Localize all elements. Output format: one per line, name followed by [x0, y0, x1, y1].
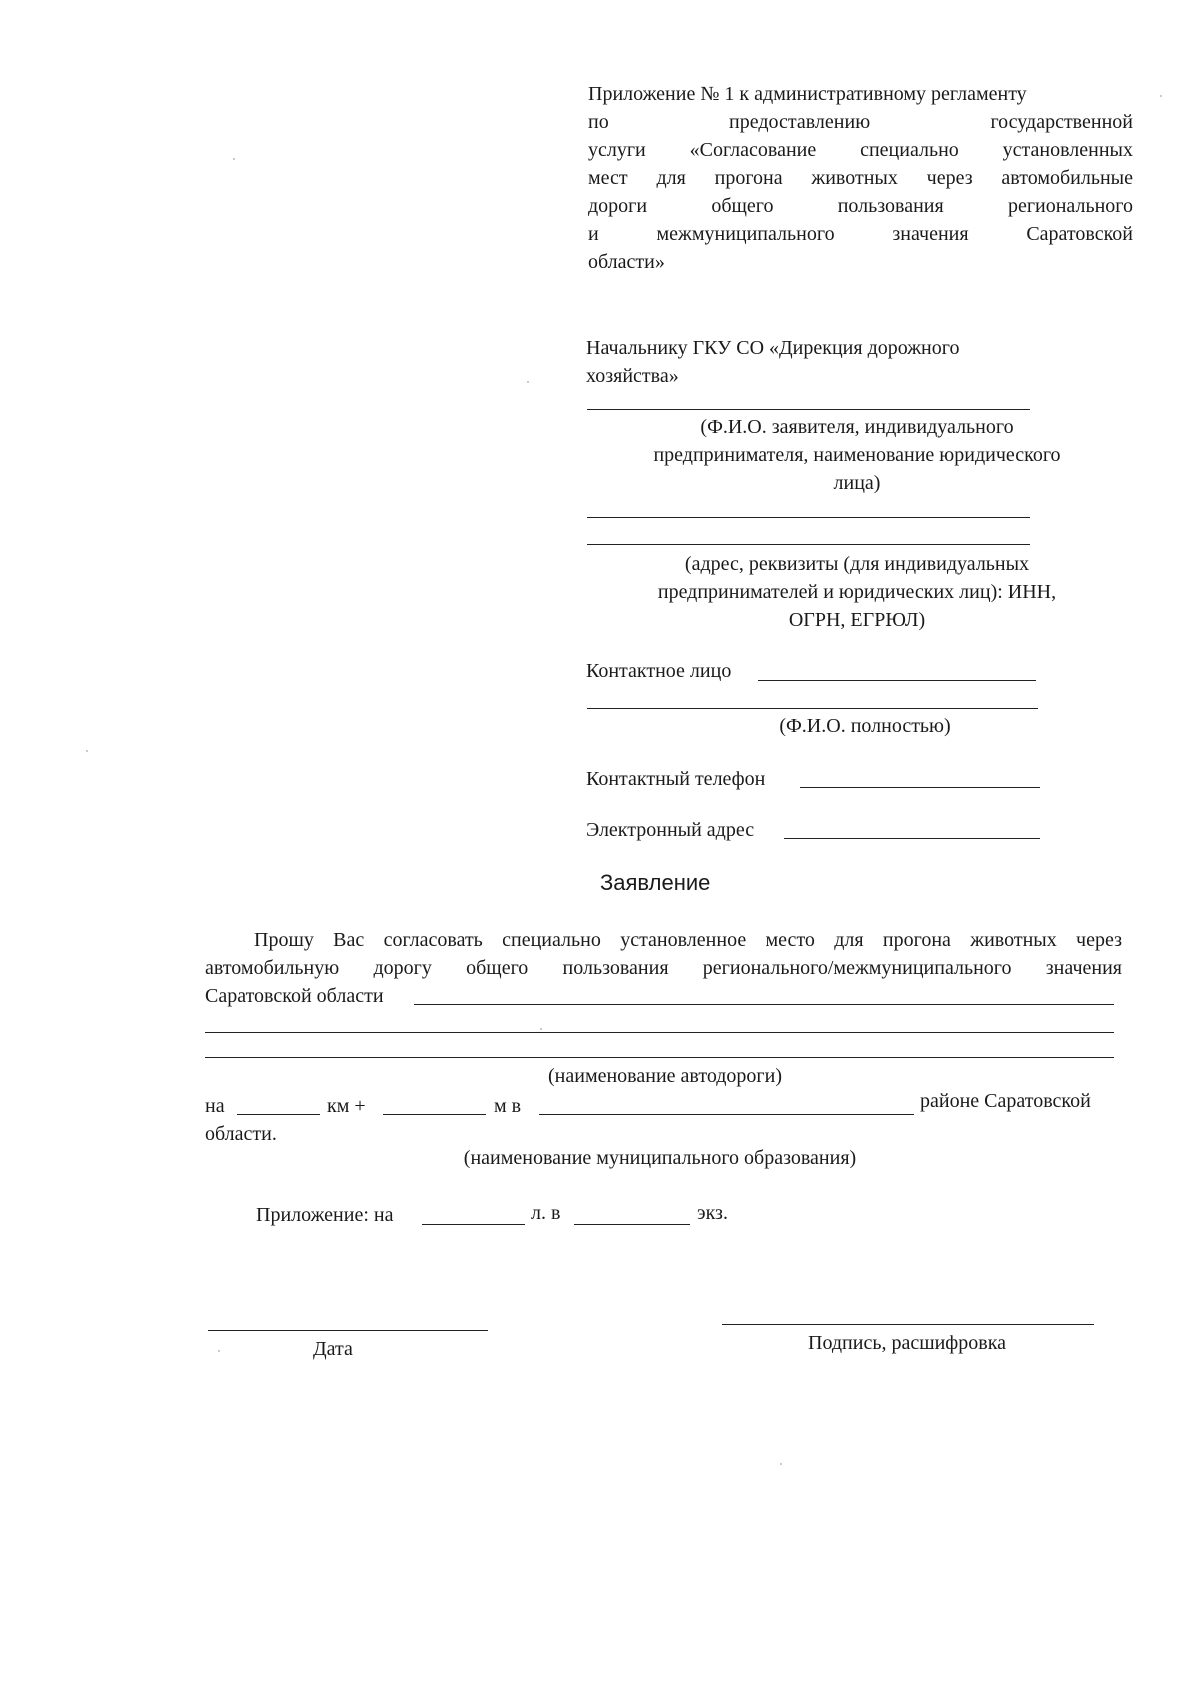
appendix-line-7: области»	[588, 251, 665, 273]
date-label: Дата	[313, 1338, 353, 1360]
road-name-field-2[interactable]	[205, 1032, 1114, 1033]
address-caption-2: предпринимателей и юридических лиц): ИНН,	[657, 581, 1057, 603]
email-field[interactable]	[784, 838, 1040, 839]
date-field[interactable]	[208, 1330, 488, 1331]
applicant-caption-2: предпринимателя, наименование юридического	[653, 444, 1061, 466]
addressee-line-1: Начальнику ГКУ СО «Дирекция дорожного	[586, 337, 960, 359]
scan-speck	[1160, 95, 1162, 97]
signature-label: Подпись, расшифровка	[808, 1332, 1006, 1354]
appendix-line-6: и межмуниципального значения Саратовской	[588, 223, 1133, 245]
contact-phone-field[interactable]	[800, 787, 1040, 788]
district-label: районе Саратовской	[920, 1090, 1091, 1112]
contact-person-caption: (Ф.И.О. полностью)	[779, 715, 951, 737]
applicant-caption-3: лица)	[833, 472, 881, 494]
sheets-field[interactable]	[422, 1224, 525, 1225]
scan-speck	[540, 1028, 542, 1030]
statement-title: Заявление	[600, 870, 711, 895]
appendix-line-1: Приложение № 1 к административному регламенту	[588, 83, 1027, 105]
copies-label: экз.	[697, 1202, 728, 1224]
addressee-line-2: хозяйства»	[586, 365, 679, 387]
statement-line-2: автомобильную дорогу общего пользования регионального/межмуниципального значения	[205, 957, 1122, 979]
scan-speck	[218, 1350, 220, 1352]
m-field[interactable]	[383, 1114, 486, 1115]
address-caption-1: (адрес, реквизиты (для индивидуальных	[684, 553, 1030, 575]
sheets-label: л. в	[531, 1202, 561, 1224]
appendix-line-2: по предоставлению государственной	[588, 111, 1133, 133]
road-name-field-3[interactable]	[205, 1057, 1114, 1058]
applicant-name-line[interactable]	[587, 409, 1030, 410]
district-field[interactable]	[539, 1114, 914, 1115]
statement-line-1: Прошу Вас согласовать специально установленное место для прогона животных через	[254, 929, 1122, 951]
m-label: м в	[494, 1095, 522, 1117]
scan-speck	[527, 381, 529, 383]
scan-speck	[233, 158, 235, 160]
contact-phone-label: Контактный телефон	[586, 768, 766, 790]
copies-field[interactable]	[574, 1224, 690, 1225]
scan-speck	[780, 1463, 782, 1465]
contact-person-label: Контактное лицо	[586, 660, 732, 682]
appendix-line-5: дороги общего пользования регионального	[588, 195, 1133, 217]
address-line-2[interactable]	[587, 544, 1030, 545]
email-label: Электронный адрес	[586, 819, 755, 841]
municipality-caption: (наименование муниципального образования)	[463, 1147, 857, 1169]
appendix-line-3: услуги «Согласование специально установленных	[588, 139, 1133, 161]
km-field[interactable]	[237, 1114, 320, 1115]
road-name-field-1[interactable]	[414, 1004, 1114, 1005]
km-prefix: на	[205, 1095, 225, 1117]
road-caption: (наименование автодороги)	[548, 1065, 782, 1087]
statement-line-3: Саратовской области	[205, 985, 384, 1007]
address-line-1[interactable]	[587, 517, 1030, 518]
signature-field[interactable]	[722, 1324, 1094, 1325]
applicant-caption-1: (Ф.И.О. заявителя, индивидуального	[700, 416, 1014, 438]
attachment-prefix: Приложение: на	[256, 1204, 394, 1226]
scan-speck	[86, 750, 88, 752]
contact-person-field[interactable]	[758, 680, 1036, 681]
contact-person-field-2[interactable]	[587, 708, 1038, 709]
address-caption-3: ОГРН, ЕГРЮЛ)	[788, 609, 926, 631]
km-label: км +	[327, 1095, 366, 1117]
appendix-line-4: мест для прогона животных через автомобильные	[588, 167, 1133, 189]
region-end: области.	[205, 1123, 277, 1145]
